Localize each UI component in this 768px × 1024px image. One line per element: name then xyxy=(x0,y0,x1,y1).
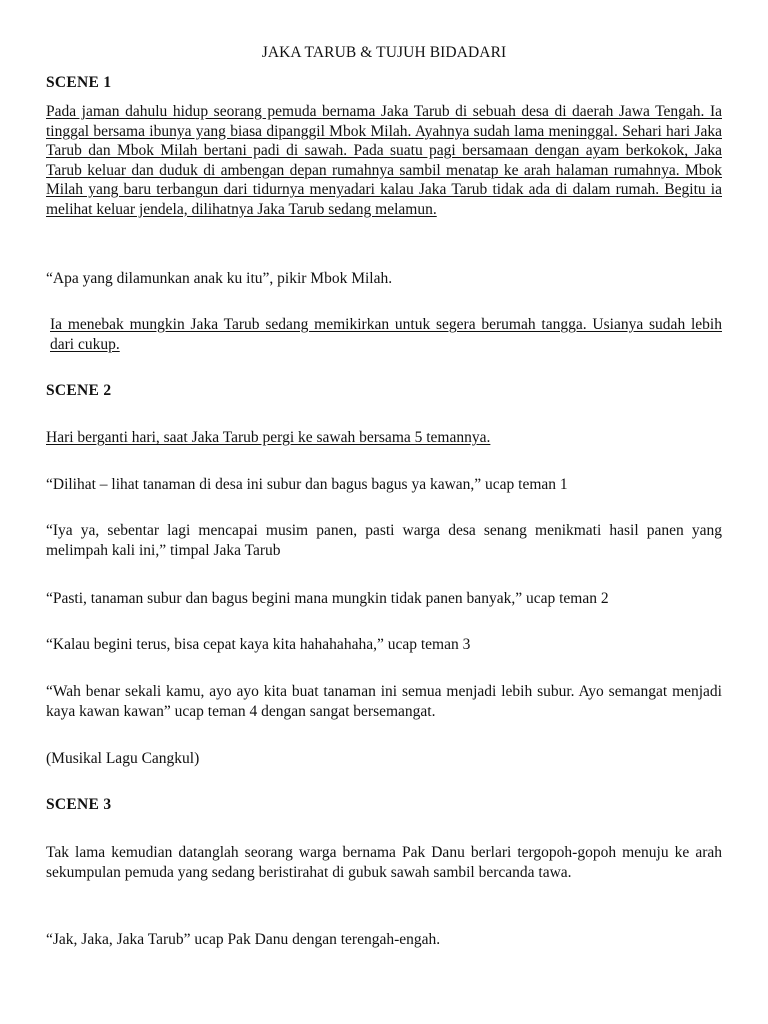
scene-1-heading: SCENE 1 xyxy=(46,74,112,91)
scene-2-paragraph-6: “Wah benar sekali kamu, ayo ayo kita buat tanaman ini semua menjadi lebih subur. Ayo semangat menjadi kaya kawan kawan” ucap teman 4 dengan sangat bersemangat. xyxy=(46,683,722,720)
scene-2-paragraph-1: Hari berganti hari, saat Jaka Tarub pergi ke sawah bersama 5 temannya. xyxy=(46,429,491,446)
scene-1-paragraph-3: Ia menebak mungkin Jaka Tarub sedang memikirkan untuk segera berumah tangga. Usianya sudah lebih dari cukup. xyxy=(50,316,722,353)
scene-2-paragraph-2: “Dilihat – lihat tanaman di desa ini subur dan bagus bagus ya kawan,” ucap teman 1 xyxy=(46,476,568,493)
scene-1-paragraph-1: Pada jaman dahulu hidup seorang pemuda bernama Jaka Tarub di sebuah desa di daerah Jawa Tengah. Ia tinggal bersama ibunya yang biasa dipanggil Mbok Milah. Ayahnya sudah lama meninggal. Sehari hari Jaka Tarub dan Mbok Milah bertani padi di sawah. Pada suatu pagi bersamaan dengan ayam berkokok, Jaka Tarub keluar dan duduk di ambengan depan rumahnya sambil menatap ke arah halaman rumahnya. Mbok Milah yang baru terbangun dari tidurnya menyadari kalau Jaka Tarub tidak ada di dalam rumah. Begitu ia melihat keluar jendela, dilihatnya Jaka Tarub sedang melamun. xyxy=(46,103,722,218)
scene-3-paragraph-1: Tak lama kemudian datanglah seorang warga bernama Pak Danu berlari tergopoh-gopoh menuju ke arah sekumpulan pemuda yang sedang beristirahat di gubuk sawah sambil bercanda tawa. xyxy=(46,844,722,881)
scene-3-paragraph-2: “Jak, Jaka, Jaka Tarub” ucap Pak Danu dengan terengah-engah. xyxy=(46,931,441,948)
scene-2-heading: SCENE 2 xyxy=(46,382,112,399)
scene-2-paragraph-7: (Musikal Lagu Cangkul) xyxy=(46,750,200,767)
scene-2-paragraph-3: “Iya ya, sebentar lagi mencapai musim panen, pasti warga desa senang menikmati hasil panen yang melimpah kali ini,” timpal Jaka Tarub xyxy=(46,522,722,559)
scene-2-paragraph-4: “Pasti, tanaman subur dan bagus begini mana mungkin tidak panen banyak,” ucap teman 2 xyxy=(46,590,609,607)
scene-3-heading: SCENE 3 xyxy=(46,796,112,813)
scene-2-paragraph-5: “Kalau begini terus, bisa cepat kaya kita hahahahaha,” ucap teman 3 xyxy=(46,636,471,653)
document-title: JAKA TARUB & TUJUH BIDADARI xyxy=(261,44,507,61)
scene-1-paragraph-2: “Apa yang dilamunkan anak ku itu”, pikir Mbok Milah. xyxy=(46,270,393,287)
